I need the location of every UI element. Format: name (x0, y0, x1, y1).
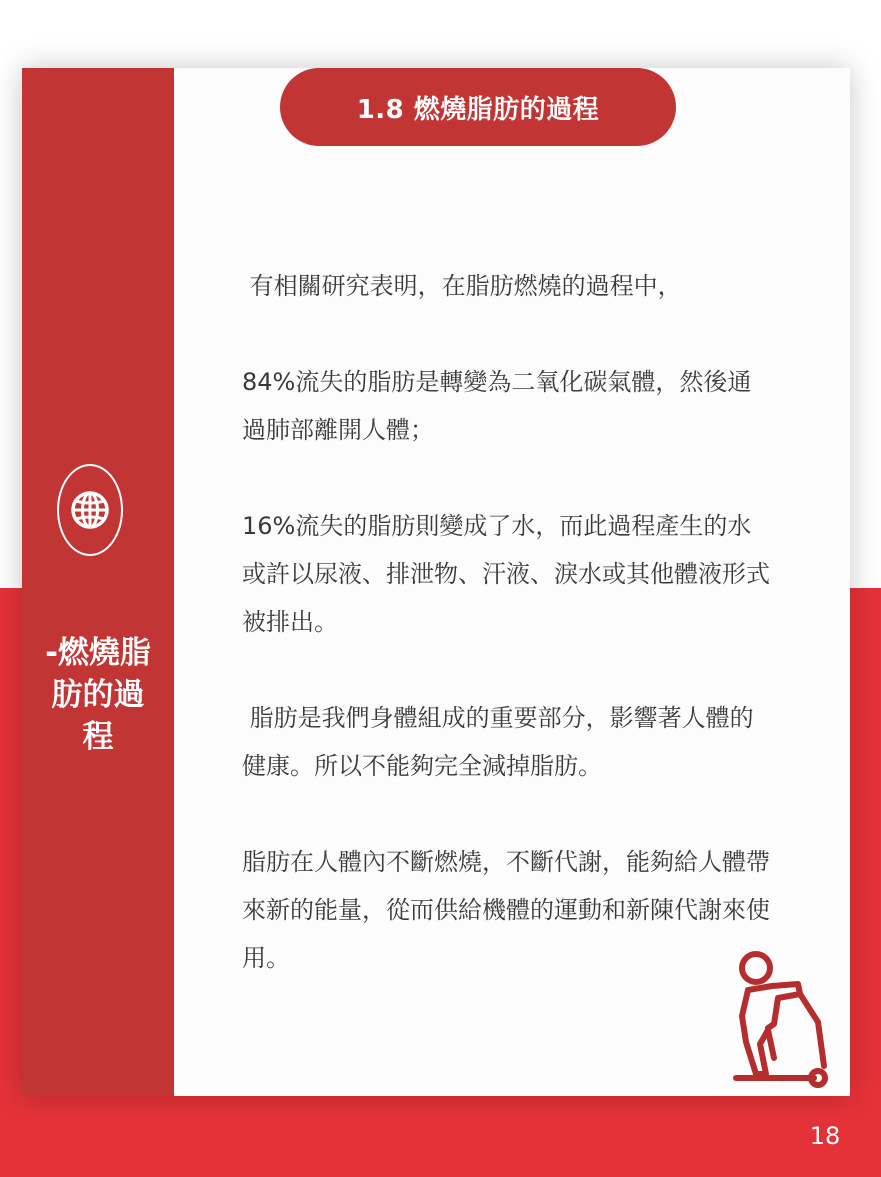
paragraph-co2: 84%流失的脂肪是轉變為二氧化碳氣體，然後通過肺部離開人體； (242, 368, 752, 444)
paragraph-metabolism: 脂肪在人體內不斷燃燒，不斷代謝，能夠給人體帶來新的能量，從而供給機體的運動和新陳代謝來使用。 (242, 848, 770, 972)
sidebar-label: -燃燒脂 肪的過 程 (45, 635, 151, 755)
sidebar (22, 68, 174, 1096)
paragraph-water: 16%流失的脂肪則變成了水，而此過程產生的水或許以尿液、排泄物、汗液、淚水或其他體液形式被排出。 (242, 512, 770, 636)
page-title: 1.8 燃燒脂肪的過程 (280, 68, 676, 146)
globe-icon (68, 488, 112, 532)
paragraph-importance: 脂肪是我們身體組成的重要部分，影響著人體的健康。所以不能夠完全減掉脂肪。 (242, 704, 754, 780)
page-number: 18 (809, 1122, 841, 1150)
paragraph-research: 有相關研究表明，在脂肪燃燒的過程中， (242, 272, 682, 300)
body-text (242, 262, 774, 982)
person-pushing-icon (728, 946, 832, 1090)
globe-badge (57, 464, 123, 556)
